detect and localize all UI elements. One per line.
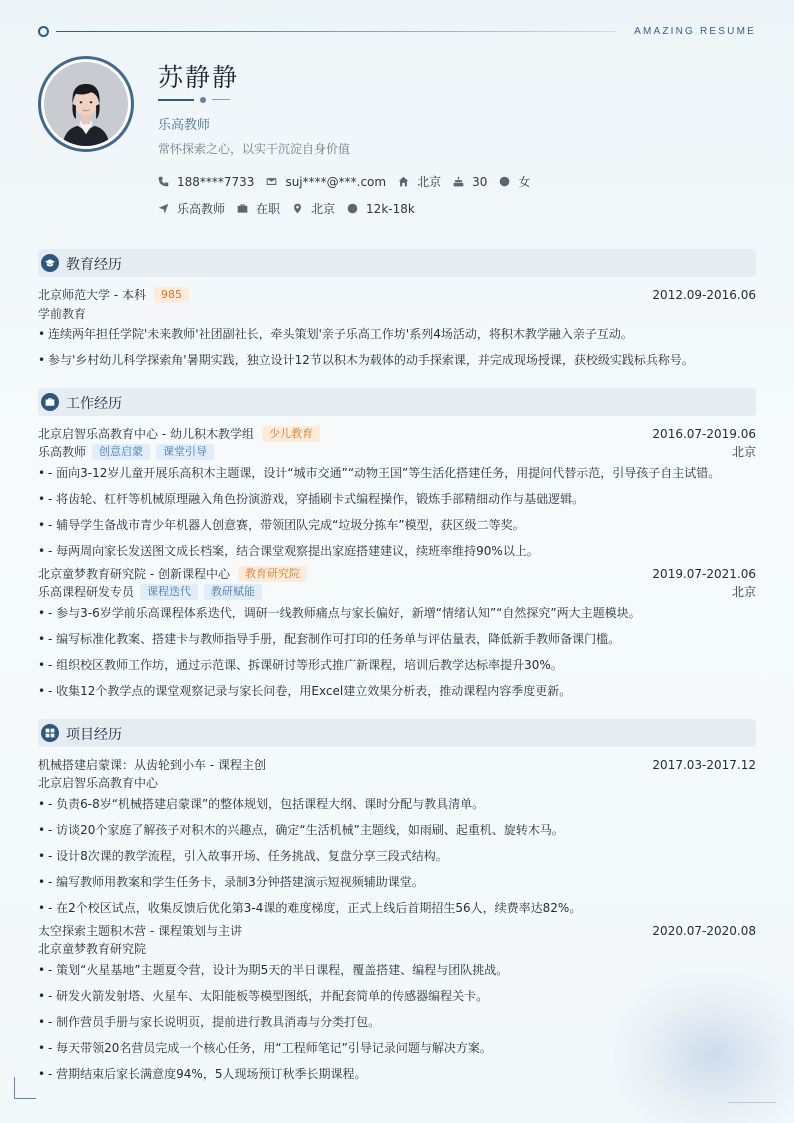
project-org: 北京启智乐高教育中心: [38, 776, 159, 790]
send-icon: [158, 203, 169, 214]
email-info: [266, 175, 386, 189]
education-entry-header: [38, 286, 756, 303]
project-entry-header: [38, 756, 756, 773]
location-value: 北京: [417, 175, 442, 189]
gender-info: [499, 173, 530, 190]
work-date: 2019.07-2021.06: [652, 566, 756, 581]
corner-line-decoration: [728, 1102, 776, 1103]
corner-decoration: [14, 1077, 36, 1099]
company-name: 北京启智乐高教育中心 - 幼儿积木教学组: [38, 427, 254, 441]
graduation-cap-icon: [41, 254, 59, 272]
name-decoration: [158, 96, 238, 104]
list-item: • - 制作营员手册与家长说明页，提前进行教具消毒与分类打包。: [38, 1015, 381, 1029]
target-city-value: 北京: [311, 202, 336, 216]
projects-section-header: [38, 719, 756, 747]
candidate-motto: 常怀探索之心，以实干沉淀自身价值: [158, 142, 351, 156]
list-item: • - 将齿轮、杠杆等机械原理融入角色扮演游戏，穿插刷卡式编程操作，锻炼手部精细动作与基础逻辑。: [38, 492, 585, 506]
school-name: 北京师范大学 - 本科: [38, 288, 146, 302]
list-item: • - 营期结束后家长满意度94%，5人现场预订秋季长期课程。: [38, 1067, 367, 1081]
gender-icon: [499, 176, 510, 187]
list-item: • - 在2个校区试点，收集反馈后优化第3-4课的难度梯度，正式上线后首期招生56人，续费率达82%。: [38, 901, 582, 915]
list-item: • - 每天带领20名营员完成一个核心任务，用“工程师笔记”引导记录问题与解决方案。: [38, 1041, 492, 1055]
target-city-info: [292, 200, 335, 217]
list-item: • - 设计8次课的教学流程，引入故事开场、任务挑战、复盘分享三段式结构。: [38, 849, 448, 863]
project-org-line: [38, 940, 756, 957]
candidate-name: 苏静静: [158, 63, 240, 92]
skill-tag: 教研赋能: [204, 584, 262, 600]
skill-tag: 创意启蒙: [92, 444, 150, 460]
work-entry-header: [38, 425, 756, 442]
education-date: 2012.09-2016.06: [652, 287, 756, 302]
list-item: • - 面向3-12岁儿童开展乐高积木主题课，设计“城市交通”“动物王国”等生活化搭建任务，用提问代替示范，引导孩子自主试错。: [38, 466, 721, 480]
top-divider: [56, 31, 616, 32]
top-brand-bar: [38, 26, 756, 38]
list-item: • - 参与3-6岁学前乐高课程体系迭代，调研一线教师痛点与家长偏好，新增“情绪认知”“自然探究”两大主题模块。: [38, 606, 641, 620]
list-item: • - 收集12个教学点的课堂观察记录与家长问卷，用Excel建立效果分析表，推动课程内容季度更新。: [38, 684, 572, 698]
status-value: 在职: [256, 202, 281, 216]
background-blur-decoration: [614, 972, 794, 1123]
briefcase-icon: [41, 393, 59, 411]
work-section-title: 工作经历: [66, 396, 122, 412]
project-name: 机械搭建启蒙课：从齿轮到小车 - 课程主创: [38, 758, 266, 772]
work-position-line: [38, 443, 756, 460]
work-section-header: [38, 388, 756, 416]
projects-section-title: 项目经历: [66, 727, 122, 743]
list-item: • - 访谈20个家庭了解孩子对积木的兴趣点，确定“生活机械”主题线，如雨刷、起重机、旋转木马。: [38, 823, 564, 837]
home-icon: [398, 176, 409, 187]
skill-tag: 课堂引导: [156, 444, 214, 460]
company-tag: 少儿教育: [262, 426, 320, 442]
list-item: • - 策划“火星基地”主题夏令营，设计为期5天的半日课程，覆盖搭建、编程与团队挑战。: [38, 963, 509, 977]
work-entry-header: [38, 565, 756, 582]
major: 学前教育: [38, 307, 87, 321]
work-city: 北京: [731, 585, 756, 599]
grid-icon: [41, 724, 59, 742]
age-value: 30: [472, 174, 488, 189]
location-info: [398, 173, 441, 190]
skill-tag: 课程迭代: [140, 584, 198, 600]
email-value: suj****@***.com: [285, 174, 387, 189]
list-item: • - 每两周向家长发送图文成长档案，结合课堂观察提出家庭搭建建议，续班率维持90%以上。: [38, 544, 539, 558]
phone-value: 188****7733: [177, 174, 255, 189]
candidate-role: 乐高教师: [158, 118, 211, 133]
list-item: • - 辅导学生备战市青少年机器人创意赛，带领团队完成“垃圾分拣车”模型，获区级二等奖。: [38, 518, 525, 532]
job-intent-row: [158, 200, 427, 217]
position: 乐高课程研发专员: [38, 585, 135, 599]
list-item: • 连续两年担任学院'未来教师'社团副社长，牵头策划'亲子乐高工作坊'系列4场活动，将积木教学融入亲子互动。: [38, 327, 633, 341]
salary-info: [347, 202, 415, 216]
list-item: • - 负责6-8岁“机械搭建启蒙课”的整体规划，包括课程大纲、课时分配与教具清单。: [38, 797, 485, 811]
status-info: [237, 200, 280, 217]
position: 乐高教师: [38, 445, 87, 459]
target-role-info: [158, 200, 225, 217]
phone-info: [158, 175, 254, 189]
list-item: • - 编写教师用教案和学生任务卡，录制3分钟搭建演示短视频辅助课堂。: [38, 875, 424, 889]
work-position-line: [38, 583, 756, 600]
work-city: 北京: [731, 445, 756, 459]
project-org: 北京童梦教育研究院: [38, 942, 147, 956]
company-tag: 教育研究院: [238, 566, 307, 582]
education-section-title: 教育经历: [66, 257, 122, 273]
list-item: • - 编写标准化教案、搭建卡与教师指导手册，配套制作可打印的任务单与评估量表，降低新手教师备课门槛。: [38, 632, 621, 646]
location-pin-icon: [292, 203, 303, 214]
avatar-portrait-icon: [44, 62, 128, 146]
salary-value: 12k-18k: [366, 201, 415, 216]
project-date: 2020.07-2020.08: [652, 923, 756, 938]
school-tag: 985: [154, 287, 189, 303]
company-name: 北京童梦教育研究院 - 创新课程中心: [38, 567, 230, 581]
list-item: • 参与'乡村幼儿科学探索角'暑期实践，独立设计12节以积木为载体的动手探索课，并完成现场授课，获校级实践标兵称号。: [38, 353, 694, 367]
project-name: 太空探索主题积木营 - 课程策划与主讲: [38, 924, 242, 938]
contact-row: [158, 173, 542, 190]
gender-value: 女: [518, 175, 531, 189]
list-item: • - 研发火箭发射塔、火星车、太阳能板等模型图纸，并配套简单的传感器编程关卡。: [38, 989, 489, 1003]
project-org-line: [38, 774, 756, 791]
ring-icon: [38, 26, 49, 37]
target-role-value: 乐高教师: [177, 202, 226, 216]
phone-icon: [158, 176, 169, 187]
brand-text: AMAZING RESUME: [634, 26, 756, 37]
education-section-header: [38, 249, 756, 277]
project-entry-header: [38, 922, 756, 939]
list-item: • - 组织校区教师工作坊，通过示范课、拆课研讨等形式推广新课程，培训后教学达标率提升30%。: [38, 658, 563, 672]
briefcase-icon: [237, 203, 248, 214]
cake-icon: [453, 176, 464, 187]
education-major-line: [38, 305, 756, 322]
mail-icon: [266, 176, 277, 187]
coin-icon: [347, 203, 358, 214]
project-date: 2017.03-2017.12: [652, 757, 756, 772]
age-info: [453, 175, 487, 189]
work-date: 2016.07-2019.06: [652, 426, 756, 441]
avatar: [38, 56, 134, 152]
